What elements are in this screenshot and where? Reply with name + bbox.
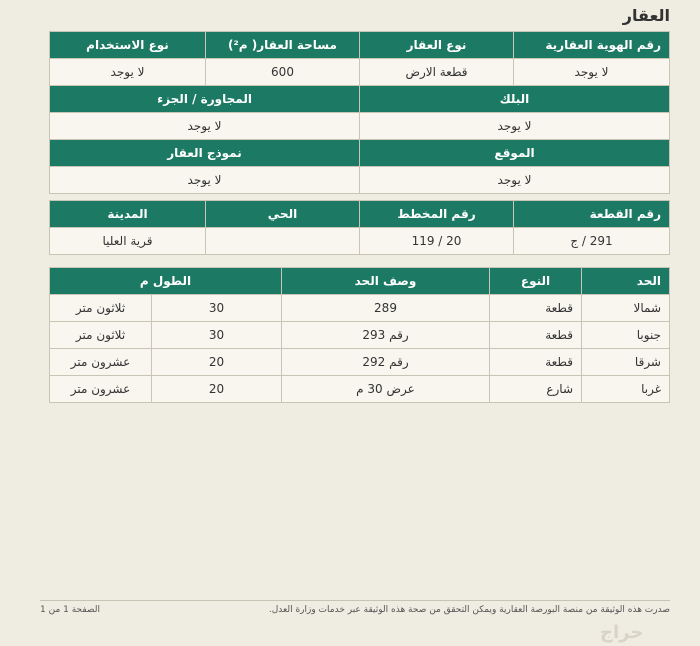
boundary-type: شارع xyxy=(490,376,582,403)
usage-type-value: لا يوجد xyxy=(50,59,206,86)
watermark-logo: حراج xyxy=(600,622,644,643)
plan-number-header: رقم المخطط xyxy=(360,201,514,228)
boundary-side: شمالا xyxy=(582,295,670,322)
boundary-length-number: 20 xyxy=(152,349,282,376)
property-id-header: رقم الهوية العقارية xyxy=(514,32,670,59)
type-header: النوع xyxy=(490,268,582,295)
property-spacer-row xyxy=(50,194,670,201)
boundary-length-number: 30 xyxy=(152,295,282,322)
property-area-header: مساحة العقار( م²) xyxy=(206,32,360,59)
plot-number-header: رقم القطعة xyxy=(514,201,670,228)
footer-verification-note: صدرت هذه الوثيقة من منصة البورصة العقارية ويمكن التحقق من صحة هذه الوثيقة عبر خدمات وزارة العدل. xyxy=(268,605,670,615)
section-title: العقار xyxy=(622,6,670,25)
boundary-length-words: عشرون متر xyxy=(50,349,152,376)
block-header: البلك xyxy=(360,86,670,113)
property-model-header: نموذج العقار xyxy=(50,140,360,167)
city-value: قرية العليا xyxy=(50,228,206,255)
property-header-row-2 xyxy=(50,86,670,113)
block-value: لا يوجد xyxy=(360,113,670,140)
boundary-row xyxy=(50,349,670,376)
footer-divider xyxy=(40,600,670,601)
boundaries-table xyxy=(49,267,670,403)
boundary-description: رقم 293 xyxy=(282,322,490,349)
boundary-side: شرقا xyxy=(582,349,670,376)
boundary-row xyxy=(50,322,670,349)
location-header: الموقع xyxy=(360,140,670,167)
boundary-side: جنوبا xyxy=(582,322,670,349)
boundaries-header-row xyxy=(50,268,670,295)
page-number: الصفحة 1 من 1 xyxy=(40,605,100,615)
property-value-row-3 xyxy=(50,167,670,194)
property-header-row-4 xyxy=(50,201,670,228)
boundary-type: قطعة xyxy=(490,322,582,349)
property-header-row-3 xyxy=(50,140,670,167)
usage-type-header: نوع الاستخدام xyxy=(50,32,206,59)
boundary-length-words: عشرون متر xyxy=(50,376,152,403)
boundary-length-number: 30 xyxy=(152,322,282,349)
boundary-side: غربا xyxy=(582,376,670,403)
district-value xyxy=(206,228,360,255)
boundary-description: 289 xyxy=(282,295,490,322)
boundary-length-words: ثلاثون متر xyxy=(50,322,152,349)
property-value-row-2 xyxy=(50,113,670,140)
property-header-row-1 xyxy=(50,32,670,59)
city-header: المدينة xyxy=(50,201,206,228)
boundary-description: عرض 30 م xyxy=(282,376,490,403)
neighborhood-part-header: المجاورة / الجزء xyxy=(50,86,360,113)
property-id-value: لا يوجد xyxy=(514,59,670,86)
boundary-row xyxy=(50,376,670,403)
property-table xyxy=(49,31,670,255)
length-header: الطول م xyxy=(50,268,282,295)
property-value-row-1 xyxy=(50,59,670,86)
plot-number-value: 291 / ج xyxy=(514,228,670,255)
boundary-length-words: ثلاثون متر xyxy=(50,295,152,322)
boundary-description: رقم 292 xyxy=(282,349,490,376)
property-area-value: 600 xyxy=(206,59,360,86)
boundary-row xyxy=(50,295,670,322)
property-model-value: لا يوجد xyxy=(50,167,360,194)
property-type-header: نوع العقار xyxy=(360,32,514,59)
location-value: لا يوجد xyxy=(360,167,670,194)
boundary-type: قطعة xyxy=(490,349,582,376)
description-header: وصف الحد xyxy=(282,268,490,295)
neighborhood-part-value: لا يوجد xyxy=(50,113,360,140)
property-type-value: قطعة الارض xyxy=(360,59,514,86)
property-value-row-4 xyxy=(50,228,670,255)
boundary-length-number: 20 xyxy=(152,376,282,403)
side-header: الحد xyxy=(582,268,670,295)
district-header: الحي xyxy=(206,201,360,228)
plan-number-value: 20 / 119 xyxy=(360,228,514,255)
boundary-type: قطعة xyxy=(490,295,582,322)
